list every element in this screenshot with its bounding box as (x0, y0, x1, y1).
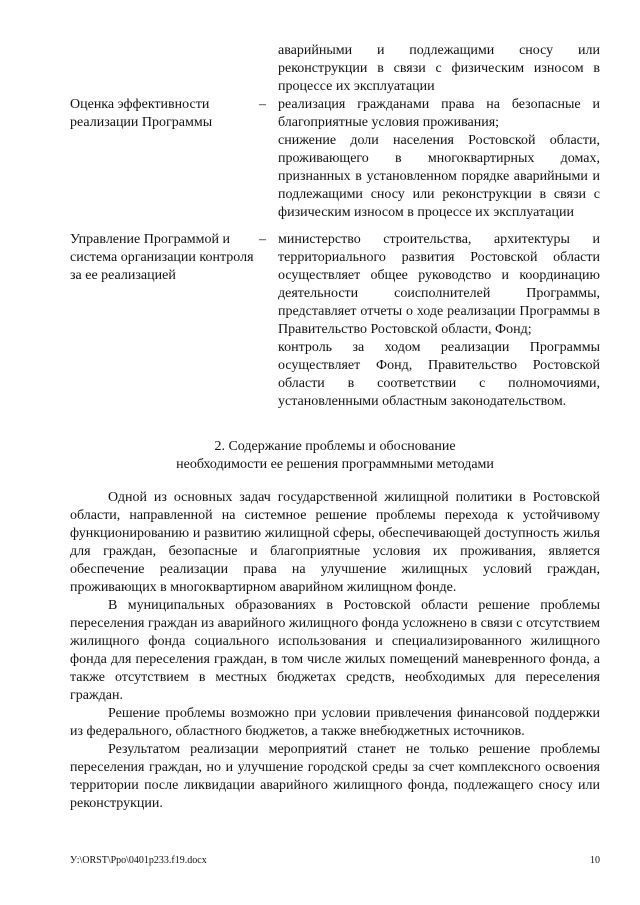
section-heading-line: необходимости ее решения программными методами (176, 457, 494, 472)
passport-row-dash: – (259, 232, 266, 247)
page-number: 10 (590, 855, 600, 866)
section-body (70, 489, 600, 813)
passport-row-paragraph: снижение доли населения Ростовской области, проживающего в многоквартирных домах, признанных в установленном порядке аварийными и подлежащими сносу или реконструкции в связи с физическим износом в процессе их эксплуатации (278, 133, 600, 220)
passport-row-paragraph: министерство строительства, архитектуры и территориального развития Ростовской области осуществляет общее руководство и координацию деятельности соисполнителей Программы, представляет отчеты о ходе реализации Программы в Правительство Ростовской области, Фонд; (278, 232, 600, 337)
passport-row-paragraph: контроль за ходом реализации Программы осуществляет Фонд, Правительство Ростовской области в соответствии с полномочиями, установленными областным законодательством. (278, 340, 600, 409)
passport-row-paragraph: реализация гражданами права на безопасные и благоприятные условия проживания; (278, 97, 600, 130)
passport-row-label: Управление Программой и система организации контроля за ее реализацией (70, 232, 254, 283)
body-paragraph: Одной из основных задач государственной жилищной политики в Ростовской области, направленной на системное решение проблемы перехода к устойчивому функционированию и развитию жилищной сферы, обеспечивающей доступность жилья для граждан, безопасные и благоприятные условия их проживания, является обеспечение реализации права на улучшение жилищных условий граждан, проживающих в многоквартирном аварийном жилищном фонде. (70, 490, 600, 595)
section-heading-line: 2. Содержание проблемы и обоснование (214, 439, 456, 454)
passport-row-dash: – (259, 97, 266, 112)
footer-file-path: У:\ORST\Ppo\0401p233.f19.docx (70, 855, 207, 866)
passport-row-value (278, 42, 600, 96)
section-heading (70, 438, 600, 474)
body-paragraph: Результатом реализации мероприятий станет не только решение проблемы переселения граждан, но и улучшение городской среды за счет комплексного освоения территории после ликвидации аварийного жилищного фонда, подлежащего сносу или реконструкции. (70, 742, 600, 811)
passport-row-paragraph: аварийными и подлежащими сносу или реконструкции в связи с физическим износом в процессе их эксплуатации (278, 43, 600, 94)
passport-row-value (278, 96, 600, 222)
passport-row-value (278, 231, 600, 411)
passport-row-label: Оценка эффективности реализации Программы (70, 97, 213, 130)
body-paragraph: Решение проблемы возможно при условии привлечения финансовой поддержки из федерального, областного бюджетов, а также внебюджетных источников. (70, 706, 600, 739)
body-paragraph: В муниципальных образованиях в Ростовской области решение проблемы переселения граждан из аварийного жилищного фонда усложнено в связи с отсутствием жилищного фонда социального использования и специализированного жилищного фонда для переселения граждан, в том числе жилых помещений маневренного фонда, а также отсутствием в местных бюджетах средств, необходимых для переселения граждан. (70, 598, 600, 703)
